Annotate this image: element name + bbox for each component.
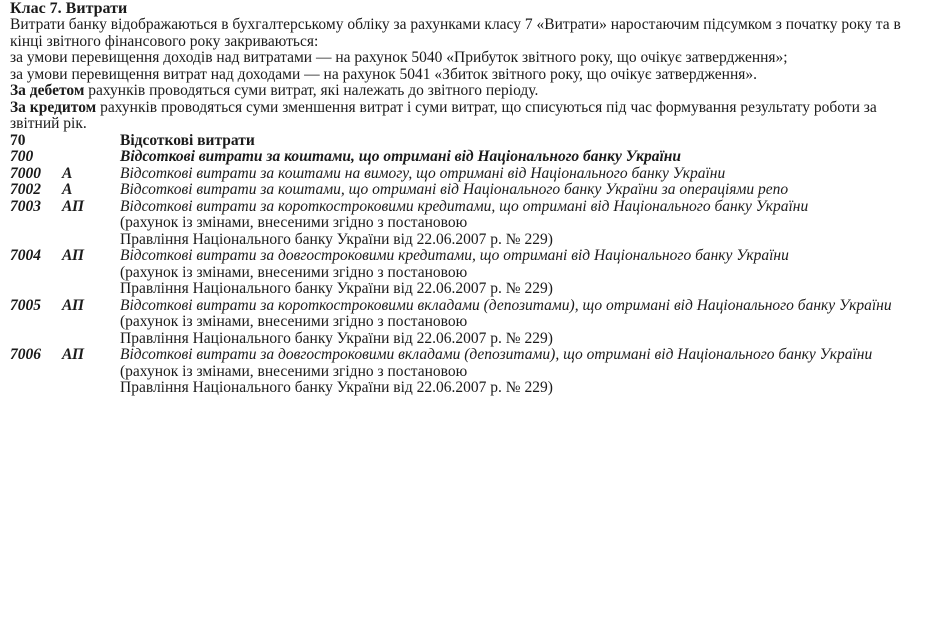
account-code: 7005 xyxy=(10,296,41,314)
account-code: 7002 xyxy=(10,181,41,198)
account-code: 7003 xyxy=(10,197,41,215)
account-row-7000 xyxy=(10,166,925,183)
account-row-7005 xyxy=(10,298,925,348)
account-name: Відсоткові витрати за коштами, що отримані від Національного банку України xyxy=(120,148,682,165)
amendment-note-line1: (рахунок із змінами, внесеними згідно з постановою xyxy=(120,313,468,330)
account-type: А xyxy=(62,164,73,182)
credit-paragraph xyxy=(10,100,925,133)
account-name: Відсоткові витрати xyxy=(120,131,255,149)
account-row-7006 xyxy=(10,347,925,397)
credit-text: рахунків проводяться суми зменшення витрат і суми витрат, що списуються під час формування результату роботи за звітний рік. xyxy=(10,98,877,132)
class-title: Клас 7. Витрати xyxy=(10,0,128,17)
account-type: АП xyxy=(62,346,85,363)
accounts-list xyxy=(10,133,925,397)
profit-paragraph: за умови перевищення доходів над витратами — на рахунок 5040 «Прибуток звітного року, що очікує затвердження»; xyxy=(10,49,788,66)
account-code: 7006 xyxy=(10,346,41,363)
account-code: 70 xyxy=(10,131,26,149)
loss-paragraph: за умови перевищення витрат над доходами — на рахунок 5041 «Збиток звітного року, що очікує затвердження». xyxy=(10,65,758,83)
account-name: Відсоткові витрати за короткостроковими вкладами (депозитами), що отримані від Національного банку України xyxy=(120,296,892,314)
account-code: 700 xyxy=(10,148,34,165)
debit-text: рахунків проводяться суми витрат, які належать до звітного періоду. xyxy=(84,82,539,99)
account-type: АП xyxy=(62,247,85,264)
account-row-7004 xyxy=(10,248,925,298)
amendment-note-line1: (рахунок із змінами, внесеними згідно з постановою xyxy=(120,362,468,380)
amendment-note-line2: Правління Національного банку України від 22.06.2007 р. № 229) xyxy=(120,329,553,347)
account-row-7003 xyxy=(10,199,925,249)
class-row xyxy=(10,133,925,150)
document-page xyxy=(10,0,925,397)
account-name: Відсоткові витрати за довгостроковими кредитами, що отримані від Національного банку України xyxy=(120,247,789,264)
account-row-7002 xyxy=(10,182,925,199)
account-name: Відсоткові витрати за короткостроковими кредитами, що отримані від Національного банку України xyxy=(120,197,809,215)
amendment-note-line2: Правління Національного банку України від 22.06.2007 р. № 229) xyxy=(120,280,553,297)
debit-label: За дебетом xyxy=(10,82,85,99)
account-type: АП xyxy=(62,296,85,314)
account-type: АП xyxy=(62,197,85,215)
debit-paragraph xyxy=(10,83,925,100)
account-name: Відсоткові витрати за коштами, що отримані від Національного банку України за операціями репо xyxy=(120,181,789,198)
account-name: Відсоткові витрати за довгостроковими вкладами (депозитами), що отримані від Національного банку України xyxy=(120,346,873,363)
amendment-note-line2: Правління Національного банку України від 22.06.2007 р. № 229) xyxy=(120,379,553,396)
group-row xyxy=(10,149,925,166)
account-code: 7000 xyxy=(10,164,41,182)
account-name: Відсоткові витрати за коштами на вимогу, що отримані від Національного банку України xyxy=(120,164,726,182)
credit-label: За кредитом xyxy=(10,98,97,116)
amendment-note-line1: (рахунок із змінами, внесеними згідно з постановою xyxy=(120,214,468,231)
account-type: А xyxy=(62,181,73,198)
amendment-note-line2: Правління Національного банку України від 22.06.2007 р. № 229) xyxy=(120,230,553,248)
account-code: 7004 xyxy=(10,247,41,264)
intro-paragraph: Витрати банку відображаються в бухгалтерському обліку за рахунками класу 7 «Витрати» наростаючим підсумком з початку року та в кінці звітного фінансового року закриваються: xyxy=(10,16,901,50)
amendment-note-line1: (рахунок із змінами, внесеними згідно з постановою xyxy=(120,263,468,281)
